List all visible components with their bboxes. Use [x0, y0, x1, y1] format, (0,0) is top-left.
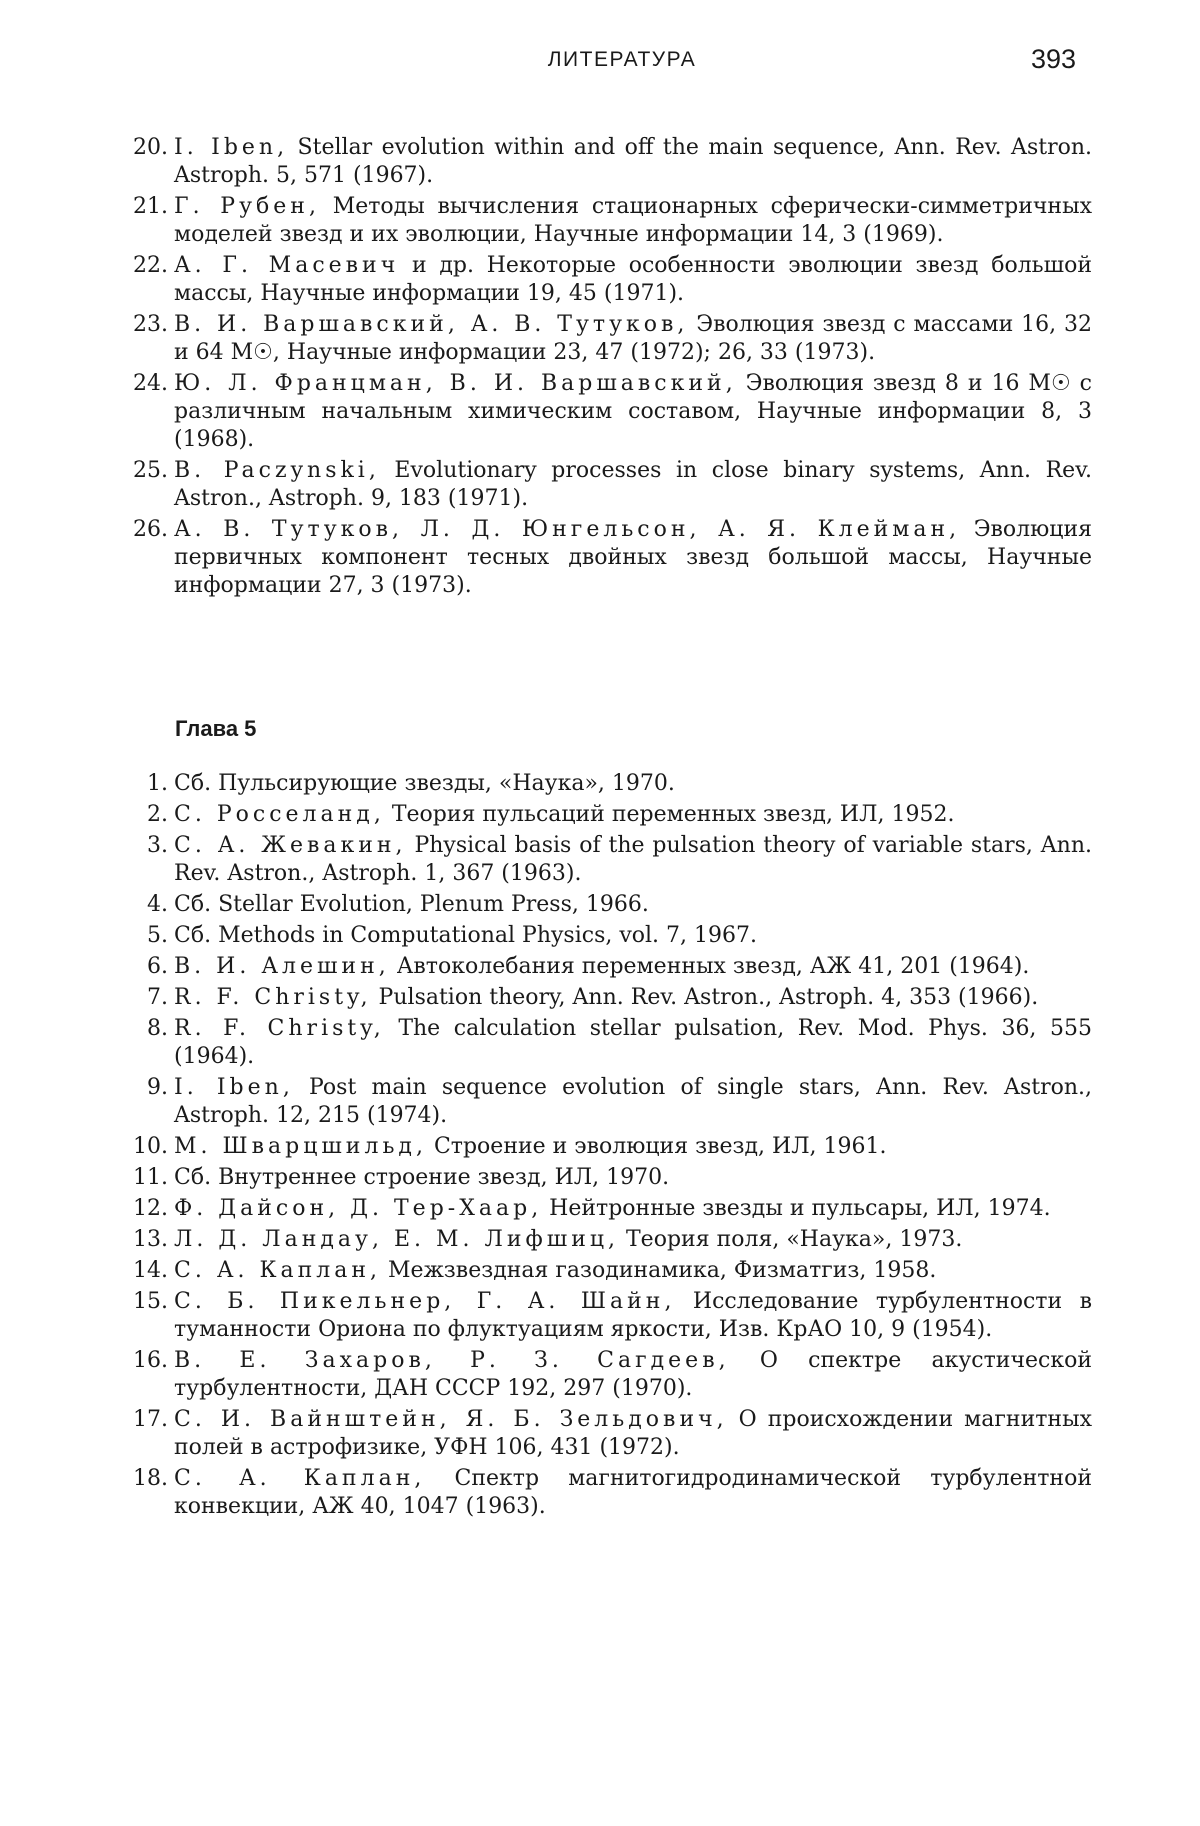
reference-text: и др. Некоторые особенности эволюции звезд большой массы, Научные информации 19, 45 (1971). [174, 253, 1093, 306]
reference-item [130, 770, 1092, 798]
reference-text: Спектр магнитогидродинамической турбулентной конвекции, АЖ 40, 1047 (1963). [174, 1466, 1093, 1519]
reference-author: М. Шварцшильд, [174, 1134, 427, 1159]
reference-item [130, 193, 1092, 249]
reference-text: О происхождении магнитных полей в астрофизике, УФН 106, 431 (1972). [174, 1407, 1092, 1460]
reference-number: 9. [147, 1075, 168, 1100]
reference-item [130, 134, 1092, 190]
reference-item [130, 1133, 1092, 1161]
reference-item [130, 1465, 1092, 1521]
reference-author: С. А. Каплан, [174, 1258, 382, 1283]
reference-item [130, 801, 1092, 829]
reference-item [130, 1226, 1092, 1254]
reference-text: Pulsation theory, Ann. Rev. Astron., Astroph. 4, 353 (1966). [371, 985, 1039, 1010]
reference-number: 10. [133, 1134, 168, 1159]
reference-item [130, 1406, 1092, 1462]
reference-number: 17. [133, 1407, 168, 1432]
reference-number: 14. [133, 1258, 168, 1283]
reference-author: В. Е. Захаров, Р. З. Сагдеев, [174, 1348, 730, 1373]
reference-author: С. И. Вайнштейн, Я. Б. Зельдович, [174, 1407, 728, 1432]
reference-author: Ф. Дайсон, Д. Тер-Хаар, [174, 1196, 543, 1221]
reference-text: Эволюция первичных компонент тесных двойных звезд большой массы, Научные информации 27, 3 (1973). [174, 517, 1092, 598]
reference-number: 2. [147, 802, 168, 827]
reference-number: 7. [147, 985, 168, 1010]
reference-item [130, 252, 1092, 308]
reference-text: Evolutionary processes in close binary systems, Ann. Rev. Astron., Astroph. 9, 183 (1971). [174, 458, 1092, 511]
reference-text: Методы вычисления стационарных сферически-симметричных моделей звезд и их эволюции, Научные информации 14, 3 (1969). [174, 194, 1092, 247]
reference-text: О спектре акустической турбулентности, ДАН СССР 192, 297 (1970). [174, 1348, 1092, 1401]
reference-item [130, 984, 1092, 1012]
reference-number: 25. [133, 458, 168, 483]
running-title: ЛИТЕРАТУРА [547, 48, 697, 71]
reference-text: Нейтронные звезды и пульсары, ИЛ, 1974. [542, 1196, 1051, 1221]
reference-item [130, 1347, 1092, 1403]
reference-number: 1. [147, 771, 168, 796]
reference-item [130, 311, 1092, 367]
reference-author: С. А. Каплан, [174, 1466, 426, 1491]
reference-author: B. Paczynski, [174, 458, 380, 483]
reference-number: 18. [133, 1466, 168, 1491]
reference-number: 8. [147, 1016, 168, 1041]
reference-item [130, 1074, 1092, 1130]
reference-text: Строение и эволюция звезд, ИЛ, 1961. [426, 1134, 887, 1159]
reference-number: 20. [133, 135, 168, 160]
reference-text: Physical basis of the pulsation theory of variable stars, Ann. Rev. Astron., Astroph. 1, 367 (1963). [174, 833, 1093, 886]
reference-number: 6. [147, 954, 168, 979]
reference-number: 3. [147, 833, 168, 858]
reference-item [130, 832, 1092, 888]
reference-number: 21. [133, 194, 168, 219]
reference-item [130, 1195, 1092, 1223]
reference-item [130, 1288, 1092, 1344]
running-head [168, 44, 1076, 78]
reference-author: R. F. Christy, [174, 985, 372, 1010]
reference-item [130, 370, 1092, 454]
reference-number: 24. [133, 371, 168, 396]
reference-text: Сб. Пульсирующие звезды, «Наука», 1970. [174, 771, 675, 796]
reference-item [130, 953, 1092, 981]
reference-text: Сб. Stellar Evolution, Plenum Press, 1966. [174, 892, 649, 917]
reference-text: Теория пульсаций переменных звезд, ИЛ, 1952. [384, 802, 955, 827]
reference-text: Теория поля, «Наука», 1973. [619, 1227, 963, 1252]
reference-number: 26. [133, 517, 168, 542]
reference-text: Stellar evolution within and off the main sequence, Ann. Rev. Astron. Astroph. 5, 571 (1967). [174, 135, 1092, 188]
reference-author: R. F. Christy, [174, 1016, 385, 1041]
reference-text: Эволюция звезд с массами 16, 32 и 64 M☉, Научные информации 23, 47 (1972); 26, 33 (1973). [174, 312, 1092, 365]
reference-number: 13. [133, 1227, 168, 1252]
reference-author: А. Г. Масевич [174, 253, 400, 278]
reference-author: С. Росселанд, [174, 802, 385, 827]
reference-number: 5. [147, 923, 168, 948]
reference-item [130, 1164, 1092, 1192]
reference-item [130, 1015, 1092, 1071]
reference-item [130, 1257, 1092, 1285]
reference-number: 15. [133, 1289, 168, 1314]
reference-text: Сб. Methods in Computational Physics, vol. 7, 1967. [174, 923, 757, 948]
reference-item [130, 457, 1092, 513]
reference-text: Исследование турбулентности в туманности Ориона по флуктуациям яркости, Изв. КрАО 10, 9 (1954). [174, 1289, 1093, 1342]
reference-number: 12. [133, 1196, 168, 1221]
reference-item [130, 891, 1092, 919]
reference-author: А. В. Тутуков, Л. Д. Юнгельсон, А. Я. Клейман, [174, 517, 961, 542]
reference-text: Эволюция звезд 8 и 16 M☉ с различным начальным химическим составом, Научные информации 8, 3 (1968). [174, 371, 1092, 452]
reference-item [130, 922, 1092, 950]
reference-author: I. Iben, [174, 1075, 294, 1100]
reference-author: В. И. Варшавский, А. В. Тутуков, [174, 312, 689, 337]
reference-item [130, 516, 1092, 600]
reference-text: Межзвездная газодинамика, Физматгиз, 1958. [381, 1258, 937, 1283]
reference-list-chapter-5 [130, 770, 1092, 1524]
reference-text: Сб. Внутреннее строение звезд, ИЛ, 1970. [174, 1165, 670, 1190]
reference-author: С. А. Жевакин, [174, 833, 407, 858]
reference-number: 11. [133, 1165, 168, 1190]
reference-number: 4. [147, 892, 168, 917]
reference-author: В. И. Алешин, [174, 954, 390, 979]
reference-number: 22. [133, 253, 168, 278]
reference-author: I. Iben, [174, 135, 289, 160]
reference-number: 23. [133, 312, 168, 337]
reference-text: Автоколебания переменных звезд, АЖ 41, 201 (1964). [389, 954, 1030, 979]
reference-author: Л. Д. Ландау, Е. М. Лифшиц, [174, 1227, 620, 1252]
reference-text: Post main sequence evolution of single stars, Ann. Rev. Astron., Astroph. 12, 215 (1974). [174, 1075, 1092, 1128]
reference-number: 16. [133, 1348, 168, 1373]
reference-text: The calculation stellar pulsation, Rev. Mod. Phys. 36, 555 (1964). [174, 1016, 1093, 1069]
reference-author: Г. Рубен, [174, 194, 320, 219]
reference-list-previous-chapter [130, 134, 1092, 603]
reference-author: С. Б. Пикельнер, Г. А. Шайн, [174, 1289, 676, 1314]
chapter-title: Глава 5 [175, 716, 257, 741]
page-number: 393 [1030, 44, 1076, 74]
reference-author: Ю. Л. Францман, В. И. Варшавский, [174, 371, 737, 396]
